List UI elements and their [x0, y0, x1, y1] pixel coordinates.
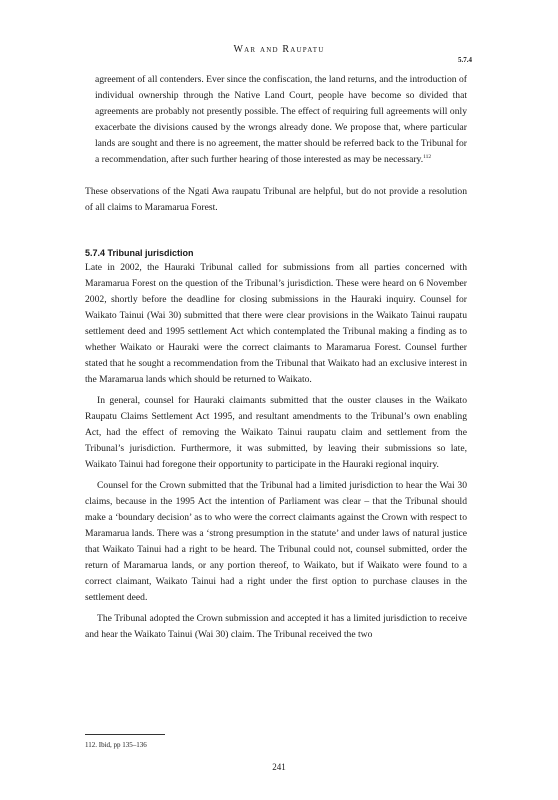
- running-head: War and Raupatu: [233, 44, 325, 55]
- paragraph-2: In general, counsel for Hauraki claimants submitted that the ouster clauses in the Waikato Raupatu Claims Settlement Act 1995, and resultant amendments to the Tribunal’s own enabling Act, had the effect of removing the Waikato Tainui raupatu claim and settlement from the Tribunal’s jurisdiction. Furthermore, it was submitted, by leaving their submissions so late, Waikato Tainui had foregone their opportunity to participate in the Hauraki regional inquiry.: [85, 395, 467, 470]
- section-title: Tribunal jurisdiction: [107, 248, 194, 258]
- footnote-marker: 112: [423, 153, 432, 160]
- paragraph-4: The Tribunal adopted the Crown submission and accepted it has a limited jurisdiction to receive and hear the Waikato Tainui (Wai 30) claim. The Tribunal received the two: [85, 613, 467, 640]
- intro-paragraph: These observations of the Ngati Awa raupatu Tribunal are helpful, but do not provide a resolution of all claims to Maramarua Forest.: [85, 186, 467, 213]
- block-quote: [95, 72, 467, 168]
- section-number: 5.7.4: [85, 248, 106, 258]
- paragraph-3: Counsel for the Crown submitted that the Tribunal had a limited jurisdiction to hear the Wai 30 claims, because in the 1995 Act the intention of Parliament was clear – that the Tribunal should make a ‘boundary decision’ as to who were the correct claimants against the Crown with respect to Maramarua lands. There was a ‘strong presumption in the statute’ and under laws of natural justice that Waikato Tainui had a right to be heard. The Tribunal could not, counsel submitted, order the return of Maramarua lands, or any portion thereof, to Waikato, but if Waikato were found to a correct claimant, Waikato Tainui had a right under the first option to purchase clauses in the settlement deed.: [85, 480, 467, 603]
- footnote: 112. Ibid, pp 135–136: [85, 741, 147, 749]
- body-text: [85, 72, 467, 643]
- footnote-rule: [85, 734, 165, 735]
- section-heading: [85, 246, 467, 260]
- block-quote-text: agreement of all contenders. Ever since the confiscation, the land returns, and the introduction of individual ownership through the Native Land Court, people have become so divided that agreements are probably not presently possible. The effect of requiring full agreements will only exacerbate the divisions caused by the wrongs already done. We propose that, where particular lands are sought and there is no agreement, the matter should be referred back to the Tribunal for a recommendation, after such further hearing of those interested as may be necessary.: [95, 74, 467, 165]
- running-section-ref: 5.7.4: [458, 56, 472, 64]
- page-number: 241: [272, 762, 286, 772]
- paragraph-1: Late in 2002, the Hauraki Tribunal called for submissions from all parties concerned with Maramarua Forest on the question of the Tribunal’s jurisdiction. These were heard on 6 November 2002, shortly before the deadline for closing submissions in the Hauraki inquiry. Counsel for Waikato Tainui (Wai 30) submitted that there were clear provisions in the Waikato Tainui raupatu settlement deed and 1995 settlement Act which contemplated the Tribunal making a finding as to whether Waikato or Hauraki were the correct claimants to Maramarua Forest. Counsel further stated that he sought a recommendation from the Tribunal that Waikato had an exclusive interest in the Maramarua lands which should be returned to Waikato.: [85, 262, 467, 385]
